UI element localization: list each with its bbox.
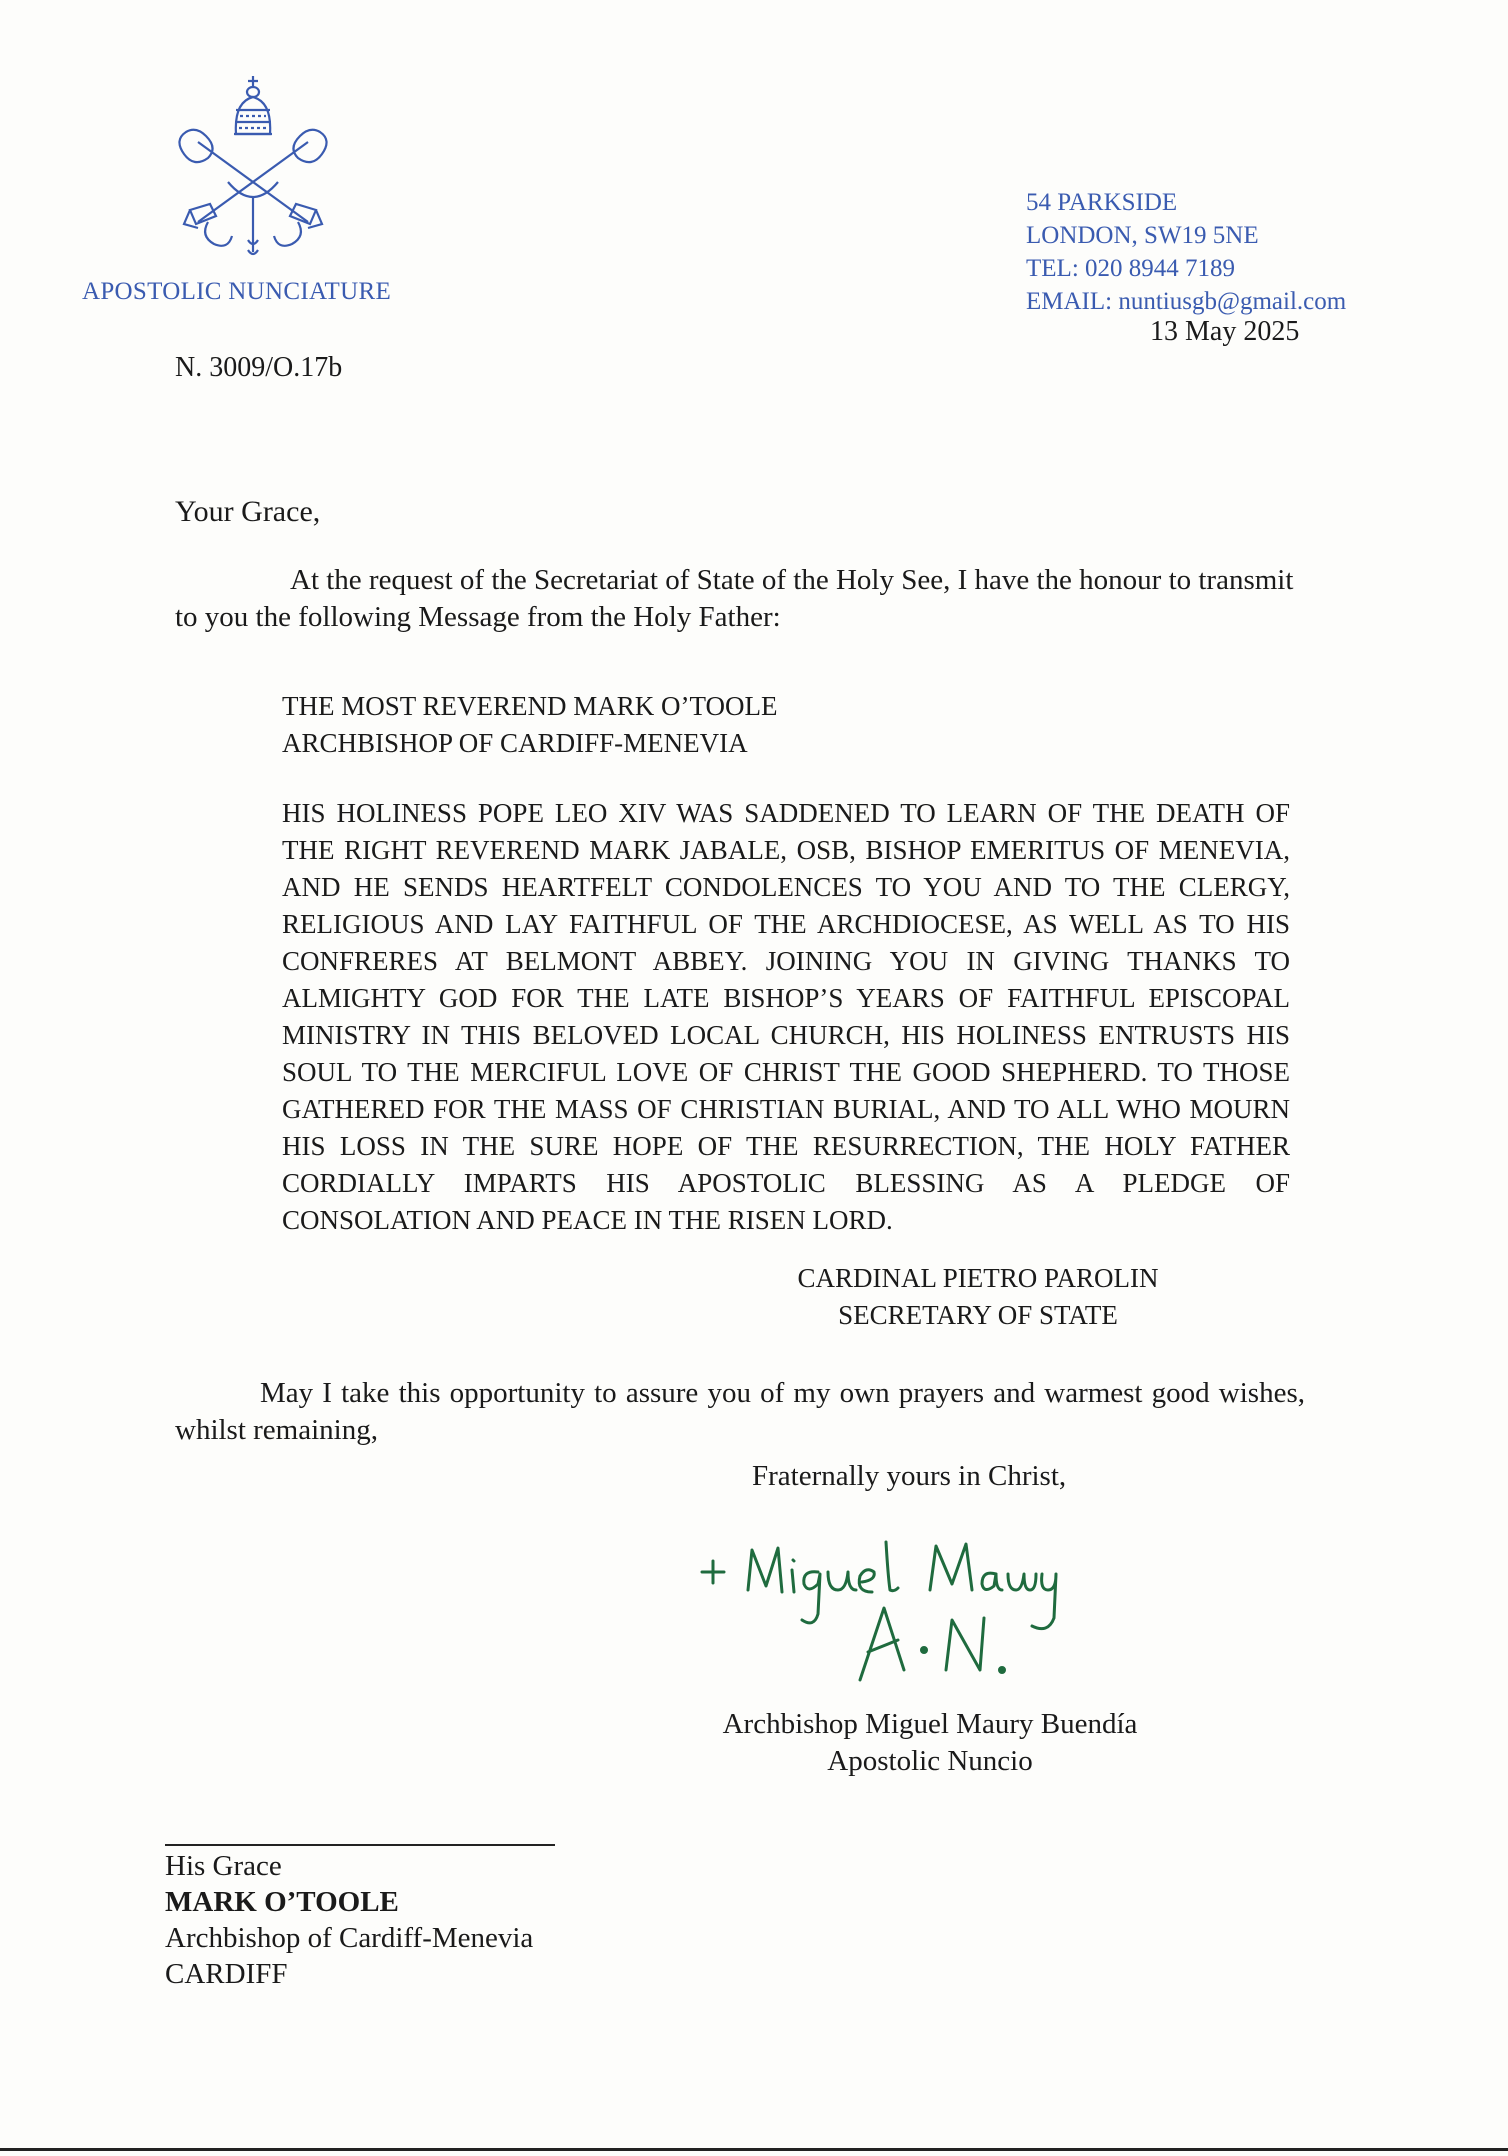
- letter-date: 13 May 2025: [1150, 316, 1300, 347]
- recipient-title: Archbishop of Cardiff-Menevia: [165, 1922, 534, 1954]
- recipient-name: MARK O’TOOLE: [165, 1886, 399, 1918]
- address-email: EMAIL: nuntiusgb@gmail.com: [1026, 288, 1347, 315]
- intro-paragraph: [175, 562, 1315, 636]
- intro-line: At the request of the Secretariat of State of the Holy See, I have the honour to transmit: [290, 564, 1294, 596]
- issuer-name: APOSTOLIC NUNCIATURE: [82, 278, 392, 305]
- salutation: Your Grace,: [175, 495, 321, 528]
- recipient-divider: [165, 1844, 555, 1846]
- message-addressee: [282, 688, 778, 762]
- signer-title: Apostolic Nuncio: [827, 1745, 1033, 1777]
- papal-message-body: HIS HOLINESS POPE LEO XIV WAS SADDENED TO LEARN OF THE DEATH OF THE RIGHT REVEREND MARK JABALE, OSB, BISHOP EMERITUS OF MENEVIA, AND HE SENDS HEARTFELT CONDOLENCES TO YOU AND TO THE CLERGY, RELIGIOUS AND LAY FAITHFUL OF THE ARCHDIOCESE, AS WELL AS TO HIS CONFRERES AT BELMONT ABBEY. JOINING YOU IN GIVING THANKS TO ALMIGHTY GOD FOR THE LATE BISHOP’S YEARS OF FAITHFUL EPISCOPAL MINISTRY IN THIS BELOVED LOCAL CHURCH, HIS HOLINESS ENTRUSTS HIS SOUL TO THE MERCIFUL LOVE OF CHRIST THE GOOD SHEPHERD. TO THOSE GATHERED FOR THE MASS OF CHRISTIAN BURIAL, AND TO ALL WHO MOURN HIS LOSS IN THE SURE HOPE OF THE RESURRECTION, THE HOLY FATHER CORDIALLY IMPARTS HIS APOSTOLIC BLESSING AS A PLEDGE OF CONSOLATION AND PEACE IN THE RISEN LORD.: [282, 798, 1290, 1235]
- address-line: 54 PARKSIDE: [1026, 189, 1178, 216]
- reference-number: N. 3009/O.17b: [175, 352, 343, 383]
- farewell: Fraternally yours in Christ,: [752, 1460, 1067, 1492]
- address-line: LONDON, SW19 5NE: [1026, 222, 1259, 249]
- page-bottom-edge: [0, 2148, 1508, 2151]
- recipient-honorific: His Grace: [165, 1850, 282, 1882]
- handwritten-signature: [690, 1520, 1170, 1700]
- recipient-city: CARDIFF: [165, 1958, 288, 1990]
- signer-name: Archbishop Miguel Maury Buendía: [722, 1708, 1138, 1740]
- message-sender-name: CARDINAL PIETRO PAROLIN: [797, 1263, 1159, 1293]
- message-sender-title: SECRETARY OF STATE: [838, 1300, 1118, 1330]
- intro-line: to you the following Message from the Holy Father:: [175, 601, 781, 633]
- letterhead-address: [1026, 186, 1346, 318]
- addressee-title: ARCHBISHOP OF CARDIFF-MENEVIA: [282, 728, 748, 758]
- signer-block: [690, 1706, 1170, 1780]
- papal-coat-of-arms-icon: [168, 72, 338, 262]
- closing-paragraph: May I take this opportunity to assure you of my own prayers and warmest good wishes, whilst remaining,: [175, 1377, 1305, 1446]
- address-telephone: TEL: 020 8944 7189: [1026, 255, 1236, 282]
- message-sender: [788, 1260, 1168, 1334]
- recipient-block: [165, 1848, 533, 1992]
- addressee-name: THE MOST REVEREND MARK O’TOOLE: [282, 691, 778, 721]
